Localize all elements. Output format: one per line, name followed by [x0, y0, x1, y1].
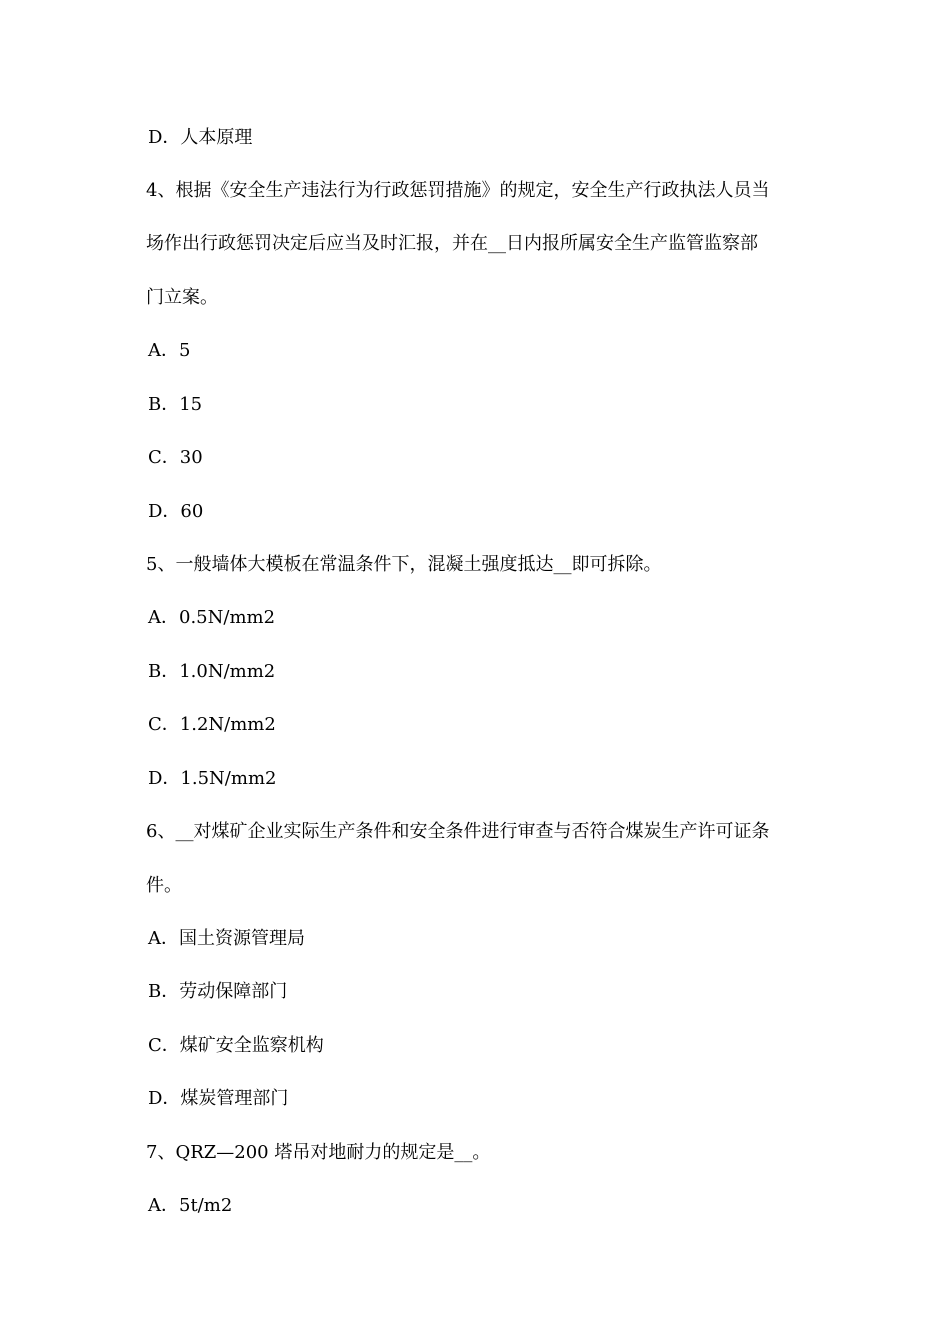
question-4-text-cont-1: 场作出行政惩罚决定后应当及时汇报，并在__日内报所属安全生产监管监察部 — [146, 233, 758, 254]
question-6-text: 6、__对煤矿企业实际生产条件和安全条件进行审查与否符合煤炭生产许可证条 — [146, 821, 770, 842]
option-4b: B．15 — [148, 394, 203, 415]
question-5-text: 5、一般墙体大模板在常温条件下，混凝土强度抵达__即可拆除。 — [146, 554, 662, 575]
option-4d: D．60 — [148, 501, 204, 522]
option-5a: A．0.5N/mm2 — [148, 607, 276, 628]
option-4a: A．5 — [148, 340, 191, 361]
option-5b: B．1.0N/mm2 — [148, 661, 276, 682]
option-5c: C．1.2N/mm2 — [148, 714, 276, 735]
option-6a: A．国土资源管理局 — [148, 928, 305, 949]
option-7a: A．5t/m2 — [148, 1195, 233, 1216]
option-6d: D．煤炭管理部门 — [148, 1088, 289, 1109]
option-3d: D．人本原理 — [148, 127, 253, 148]
option-6b: B．劳动保障部门 — [148, 981, 288, 1002]
question-6-text-cont: 件。 — [146, 875, 182, 896]
option-6c: C．煤矿安全监察机构 — [148, 1035, 324, 1056]
option-5d: D．1.5N/mm2 — [148, 768, 277, 789]
question-4-text: 4、根据《安全生产违法行为行政惩罚措施》的规定，安全生产行政执法人员当 — [146, 180, 770, 201]
option-4c: C．30 — [148, 447, 203, 468]
question-7-text: 7、QRZ—200 塔吊对地耐力的规定是__。 — [146, 1142, 491, 1163]
question-4-text-cont-2: 门立案。 — [146, 287, 218, 308]
